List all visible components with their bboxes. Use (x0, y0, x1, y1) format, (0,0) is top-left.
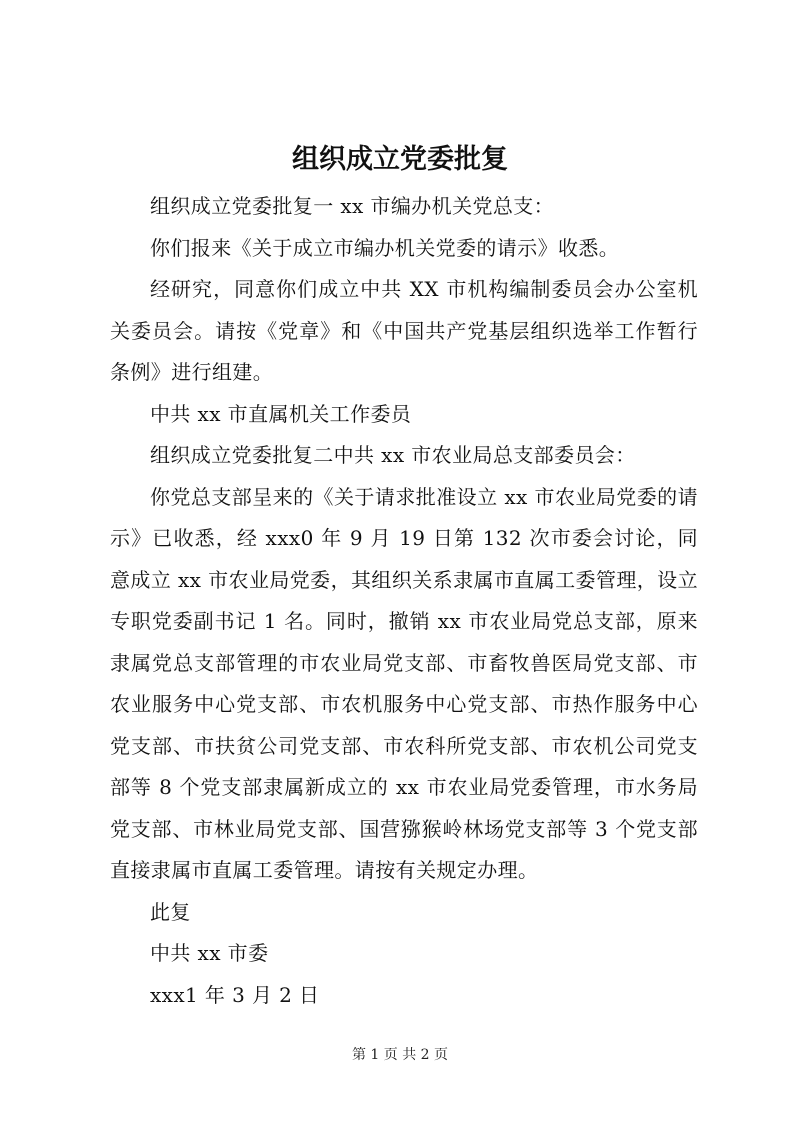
paragraph-receipt: 你们报来《关于成立市编办机关党委的请示》收悉。 (150, 235, 620, 260)
signature-2: 中共 xx 市委 (150, 941, 269, 965)
paragraph-approval-2: 你党总支部呈来的《关于请求批准设立 xx 市农业局党委的请示》已收悉，经 xxx0 年 9 月 19 日第 132 次市委会讨论，同意成立 xx 市农业局党委，其组织关系隶属市直属工委管理，设立专职党委副书记 1 名。同时，撤销 xx 市农业局党总支部，原来隶属党总支部管理的市农业局党支部、市畜牧兽医局党支部、市农业服务中心党支部、市农机服务中心党支部、市热作服务中心党支部、市扶贫公司党支部、市农科所党支部、市农机公司党支部等 8 个党支部隶属新成立的 xx 市农业局党委管理，市水务局党支部、市林业局党支部、国营猕猴岭林场党支部等 3 个党支部直接隶属市直属工委管理。请按有关规定办理。 (110, 484, 698, 882)
signature-1: 中共 xx 市直属机关工作委员 (150, 401, 412, 426)
closing-reply: 此复 (150, 899, 191, 924)
page-number-footer: 第 1 页 共 2 页 (351, 1047, 449, 1063)
paragraph-approval-1: 经研究，同意你们成立中共 XX 市机构编制委员会办公室机关委员会。请按《党章》和《中国共产党基层组织选举工作暂行条例》进行组建。 (110, 277, 698, 384)
salutation-1: 组织成立党委批复一 xx 市编办机关党总支： (150, 194, 555, 218)
document-body (110, 186, 698, 1016)
salutation-2: 组织成立党委批复二中共 xx 市农业局总支部委员会： (150, 443, 636, 467)
document-date: xxx1 年 3 月 2 日 (150, 982, 320, 1007)
document-title: 组织成立党委批复 (292, 144, 508, 175)
